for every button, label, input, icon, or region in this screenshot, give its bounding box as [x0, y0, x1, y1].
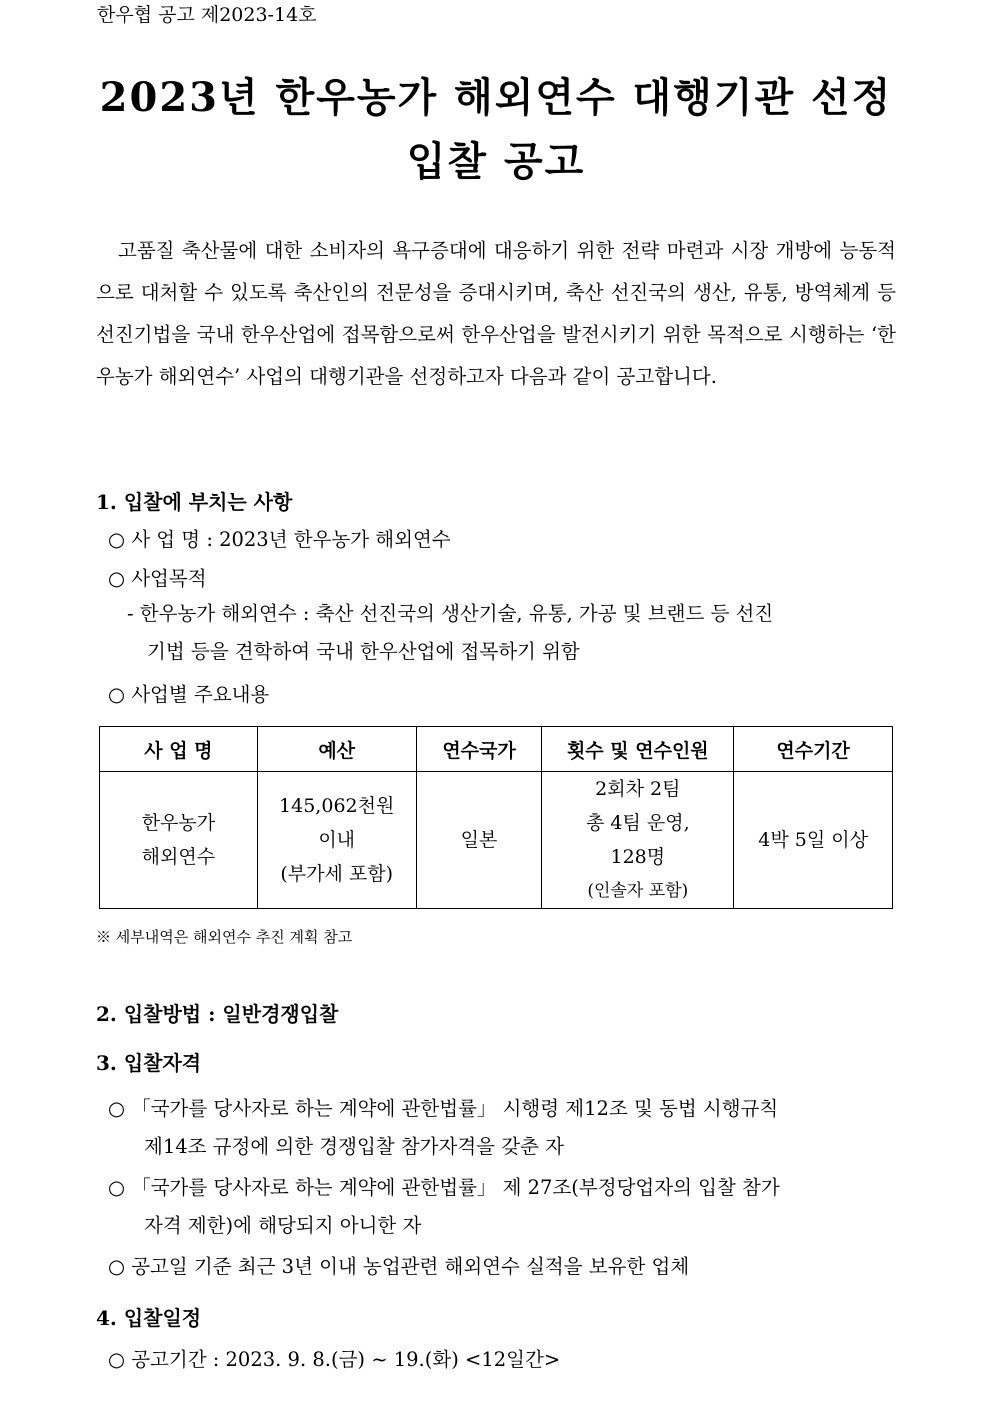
table-header-cell: 연수국가 [416, 727, 542, 772]
table-header-row [100, 727, 893, 772]
period-cell: 4박 5일 이상 [734, 772, 893, 909]
cell-text: 총 4팀 운영, [586, 812, 690, 834]
project-name-item: ○ 사 업 명 : 2023년 한우농가 해외연수 [108, 528, 451, 551]
cell-text: 한우농가 [141, 812, 216, 834]
qualification-line1: ○ 「국가를 당사자로 하는 계약에 관한법률」 제 27조(부정당업자의 입찰 참가 [108, 1176, 780, 1199]
qualification-line1: ○ 「국가를 당사자로 하는 계약에 관한법률」 시행령 제12조 및 동법 시행규칙 [108, 1097, 779, 1120]
cell-text: 해외연수 [141, 846, 216, 868]
notice-number: 한우협 공고 제2023-14호 [97, 4, 317, 26]
document-title-line1: 2023년 한우농가 해외연수 대행기관 선정 [99, 74, 893, 121]
country-cell: 일본 [416, 772, 542, 909]
purpose-detail [127, 595, 897, 671]
contents-label: ○ 사업별 주요내용 [108, 683, 270, 706]
count-cell [542, 772, 734, 909]
section3-heading: 3. 입찰자격 [96, 1051, 202, 1075]
purpose-detail-line1: - 한우농가 해외연수 : 축산 선진국의 생산기술, 유통, 가공 및 브랜드 등 선진 [127, 602, 774, 625]
qualification-item [108, 1248, 898, 1286]
cell-text: (부가세 포함) [280, 863, 394, 885]
purpose-label: ○ 사업목적 [108, 567, 207, 590]
table-note: ※ 세부내역은 해외연수 추진 계획 참고 [96, 928, 353, 946]
document-title-line2: 입찰 공고 [406, 138, 586, 185]
section4-heading: 4. 입찰일정 [96, 1306, 202, 1330]
table-header-cell: 연수기간 [734, 727, 893, 772]
qualification-item [108, 1169, 898, 1245]
section1-heading: 1. 입찰에 부치는 사항 [96, 490, 293, 514]
table-header-cell: 사 업 명 [100, 727, 258, 772]
qualification-line1: ○ 공고일 기준 최근 3년 이내 농업관련 해외연수 실적을 보유한 업체 [108, 1255, 690, 1278]
table-header-cell: 예산 [257, 727, 416, 772]
purpose-detail-line2: 기법 등을 견학하여 국내 한우산업에 접목하기 위함 [147, 640, 580, 663]
cell-text: 128명 [610, 846, 666, 868]
qualification-item [108, 1090, 898, 1166]
qualification-line2: 자격 제한)에 해당되지 아니한 자 [144, 1214, 422, 1237]
project-contents-table [99, 726, 893, 909]
schedule-item: ○ 공고기간 : 2023. 9. 8.(금) ~ 19.(화) <12일간> [108, 1348, 561, 1371]
qualification-line2: 제14조 규정에 의한 경쟁입찰 참가자격을 갖춘 자 [144, 1135, 564, 1158]
cell-text: (인솔자 포함) [587, 881, 689, 901]
cell-text: 145,062천원 [279, 795, 395, 817]
table-header-cell: 횟수 및 연수인원 [542, 727, 734, 772]
section2-heading: 2. 입찰방법 : 일반경쟁입찰 [96, 1002, 339, 1026]
budget-cell [257, 772, 416, 909]
cell-text: 2회차 2팀 [595, 778, 681, 800]
project-name-cell [100, 772, 258, 909]
cell-text: 이내 [318, 829, 356, 851]
table-row [100, 772, 893, 909]
intro-paragraph: 고품질 축산물에 대한 소비자의 욕구증대에 대응하기 위한 전략 마련과 시장 개방에 능동적으로 대처할 수 있도록 축산인의 전문성을 증대시키며, 축산 선진국의 생산, 유통, 방역체계 등 선진기법을 국내 한우산업에 접목함으로써 한우산업을 발전시키기 위한 목적으로 시행하는 ‘한우농가 해외연수’ 사업의 대행기관을 선정하고자 다음과 같이 공고합니다. [96, 239, 896, 388]
